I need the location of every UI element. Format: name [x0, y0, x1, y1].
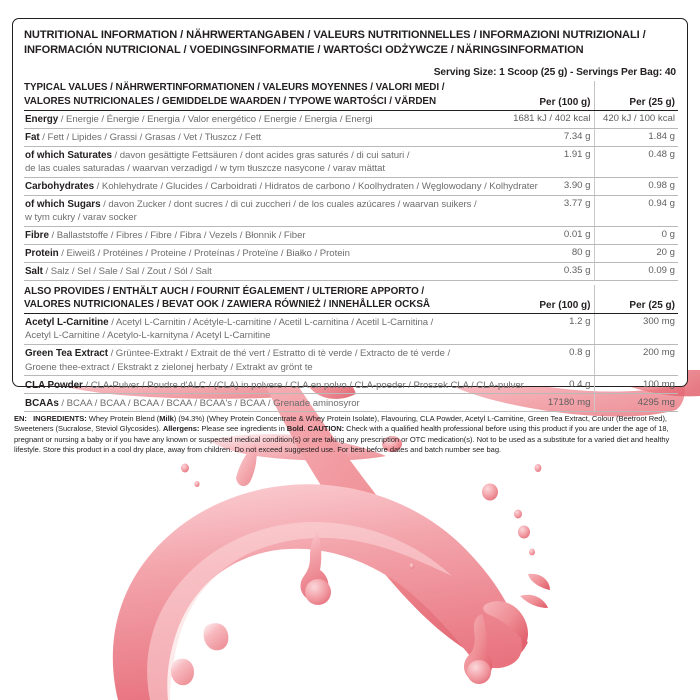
nutrient-name-translations: / Energie / Énergie / Energia / Valor energético / Energie / Energia / Energi: [58, 113, 373, 125]
typical-values-col-per25: Per (25 g): [594, 81, 678, 110]
nutrient-per-25g: 0.94 g: [594, 195, 678, 226]
nutrient-name-translations: / Acetyl L-Carnitin / Acétyle-L-carnitine / Acetil L-carnitina / Acetil L-Carnitina /: [108, 317, 434, 329]
nutrient-per-100g: 80 g: [498, 244, 594, 262]
nutrient-name-bold: of which Sugars: [25, 198, 101, 210]
nutrient-name: [24, 110, 498, 128]
caution-text: Check with a qualified health professional before using this product if you are under the age of 18, pregnant or nursing a baby or if you have any known or suspected medical condition(s) or are taking any prescription or OTC medication(s). Not to be used as a substitute for a varied diet and healthy lifestyle. Store this product in a cool dry place, away from children. Do not exceed suggested use. For best before dates and batch number see bag.: [14, 424, 670, 454]
nutrient-name: [24, 146, 498, 177]
nutrient-per-25g: 20 g: [594, 244, 678, 262]
nutrient-per-100g: 3.77 g: [498, 195, 594, 226]
nutrient-name-translations: / Kohlehydrate / Glucides / Carboidrati / Hidratos de carbono / Koolhydraten / Węglowodany / Kolhydrater: [94, 180, 538, 192]
table-row: [24, 177, 678, 195]
nutrient-name: [24, 244, 498, 262]
nutrient-name-bold: Fibre: [25, 230, 49, 242]
nutrient-name-translations: / Salz / Sel / Sale / Sal / Zout / Sól / Salt: [42, 266, 212, 278]
table-row: [24, 226, 678, 244]
typical-values-header-row: [24, 81, 678, 110]
nutrient-per-25g: 300 mg: [594, 314, 678, 345]
also-provides-col-per100: Per (100 g): [498, 285, 594, 314]
table-row: [24, 244, 678, 262]
nutrient-name-bold: of which Saturates: [25, 149, 112, 161]
nutrient-per-100g: 3.90 g: [498, 177, 594, 195]
nutrient-name: [24, 226, 498, 244]
nutrient-per-25g: 0.98 g: [594, 177, 678, 195]
nutrient-name-translations-cont: de las cuales saturadas / waarvan verzadigd / w tym tłuszcze nasycone / varav mättat: [25, 162, 385, 174]
nutrient-per-25g: 100 mg: [594, 376, 678, 394]
nutrient-per-100g: 0.8 g: [498, 345, 594, 376]
nutrient-per-25g: 0.09 g: [594, 262, 678, 280]
typical-values-col-per100: Per (100 g): [498, 81, 594, 110]
splash-droplet-2: [194, 481, 199, 487]
ingredients-block: [14, 414, 686, 455]
nutrition-panel: [12, 18, 688, 409]
nutrient-name-translations-cont: w tym cukry / varav socker: [25, 212, 137, 224]
table-row: [24, 195, 678, 226]
also-provides-table: [24, 285, 678, 413]
nutrient-name: [24, 394, 498, 412]
language-code: EN:: [14, 414, 27, 423]
splash-drop-right: [467, 660, 491, 684]
also-provides-col-per25: Per (25 g): [594, 285, 678, 314]
splash-crown-spike-a: [520, 595, 548, 608]
nutrient-name-translations: / CLA-Pulver / Poudre d'ALC / (CLA) in polvere / CLA en polvo / CLA-poeder / Proszek CLA / CLA-pulver: [82, 379, 524, 391]
also-provides-header: [24, 285, 498, 314]
typical-values-header-line-2: VALORES NUTRICIONALES / GEMIDDELDE WAARDEN / TYPOWE WARTOŚCI / VÄRDEN: [24, 96, 437, 107]
splash-droplet-8: [410, 563, 415, 569]
nutrient-name-bold: Fat: [25, 131, 40, 143]
splash-drop-under-wave: [305, 579, 331, 605]
also-provides-header-line-2: VALORES NUTRICIONALES / BEVAT OOK / ZAWIERA RÓWNIEŻ / INNEHÅLLER OCKSÅ: [24, 299, 430, 311]
allergens-text-part-2: .: [303, 424, 308, 434]
splash-droplet-7: [529, 549, 535, 556]
splash-droplet-3: [535, 464, 542, 472]
splash-droplet-4: [482, 484, 498, 501]
allergens-label: Allergens:: [162, 424, 200, 434]
table-row: [24, 314, 678, 345]
nutrient-name: [24, 345, 498, 376]
nutrient-per-100g: 1.2 g: [498, 314, 594, 345]
table-row: [24, 345, 678, 376]
also-provides-header-line-1: ALSO PROVIDES / ENTHÄLT AUCH / FOURNIT ÉGALEMENT / ULTERIORE APPORTO /: [24, 285, 425, 297]
nutrient-name-translations: / Eiweiß / Protéines / Proteine / Proteínas / Proteïne / Białko / Protein: [58, 248, 350, 260]
splash-droplet-5: [514, 510, 522, 519]
also-provides-header-row: [24, 285, 678, 314]
typical-values-header-line-1: TYPICAL VALUES / NÄHRWERTINFORMATIONEN / VALEURS MOYENNES / VALORI MEDI /: [24, 82, 445, 94]
splash-droplet-1: [181, 464, 189, 473]
nutrient-name-bold: Protein: [25, 248, 59, 260]
nutrient-per-25g: 4295 mg: [594, 394, 678, 412]
typical-values-table: [24, 81, 678, 280]
nutrient-per-25g: 1.84 g: [594, 128, 678, 146]
nutrient-name-translations-cont: Acetyl L-Carnitine / Acetylo-L-karnityna / Acetyl L-Carnitine: [25, 330, 271, 342]
splash-crown-spike-b: [528, 574, 550, 590]
nutrient-name: [24, 376, 524, 394]
nutrient-name: [24, 128, 498, 146]
nutrient-per-25g: 200 mg: [594, 345, 678, 376]
nutrient-per-25g: 0.48 g: [594, 146, 678, 177]
caution-label: CAUTION:: [307, 424, 345, 434]
allergens-bold-word: Bold: [286, 424, 304, 434]
splash-tip-c: [171, 659, 194, 686]
nutrient-name-bold: BCAAs: [25, 397, 59, 409]
nutrient-name: [24, 177, 538, 195]
splash-droplet-6: [518, 526, 530, 539]
table-row: [24, 146, 678, 177]
ingredients-text-part-2: ) (94.3%) (Whey Protein Concentrate & Whey Protein Isolate), Flavouring, CLA Powder, Acetyl L-Carnitine, Green Tea Extract, Colour (Beetroot Red), Sweeteners (Sucralose, Steviol Glycosides).: [14, 414, 667, 434]
serving-info: Serving Size: 1 Scoop (25 g) - Servings Per Bag: 40: [433, 67, 676, 79]
table-row: [24, 128, 678, 146]
nutrient-name: [24, 195, 498, 226]
nutrient-per-25g: 0 g: [594, 226, 678, 244]
nutrient-name-translations: / Grüntee-Extrakt / Extrait de thé vert / Estratto di tè verde / Extracto de té verde /: [107, 348, 451, 360]
nutrient-per-100g: 1681 kJ / 402 kcal: [498, 110, 594, 128]
nutrient-per-25g: 420 kJ / 100 kcal: [594, 110, 678, 128]
typical-values-header: [24, 81, 498, 110]
nutrient-name-bold: Salt: [25, 266, 43, 278]
nutrient-per-100g: 17180 mg: [498, 394, 594, 412]
table-row: [24, 262, 678, 280]
nutrient-per-100g: 1.91 g: [498, 146, 594, 177]
table-row: [24, 376, 678, 394]
nutrition-header-line-1: NUTRITIONAL INFORMATION / NÄHRWERTANGABEN / VALEURS NUTRITIONNELLES / INFORMAZIONI NUTRIZIONALI /: [24, 29, 646, 41]
nutrient-name-bold: CLA Powder: [25, 379, 83, 391]
nutrient-per-100g: 0.01 g: [498, 226, 594, 244]
nutrient-per-100g: 0.35 g: [498, 262, 594, 280]
table-row: [24, 394, 678, 412]
nutrient-name-translations-cont: Groene thee-extract / Ekstrakt z zielonej herbaty / Extrakt av grönt te: [25, 361, 313, 373]
nutrient-name-bold: Green Tea Extract: [25, 348, 108, 360]
ingredients-label: INGREDIENTS:: [33, 414, 87, 423]
nutrient-name-translations: / BCAA / BCAA / BCAA / BCAA / BCAA's / BCAA / Grenade aminosyror: [58, 397, 360, 409]
nutrient-name-bold: Energy: [25, 113, 59, 125]
nutrient-per-100g: 0.4 g: [498, 376, 594, 394]
nutrient-name-translations: / davon gesättigte Fettsäuren / dont acides gras saturés / di cui saturi /: [111, 149, 410, 161]
nutrient-per-100g: 7.34 g: [498, 128, 594, 146]
nutrient-name-translations: / davon Zucker / dont sucres / di cui zuccheri / de los cuales azúcares / waarvan suikers /: [100, 198, 477, 210]
ingredients-text-part-1: Whey Protein Blend (: [88, 414, 160, 423]
nutrition-header-line-2: INFORMACIÓN NUTRICIONAL / VOEDINGSINFORMATIE / WARTOŚCI ODŻYWCZE / NÄRINGSINFORMATION: [24, 44, 584, 57]
nutrient-name: [24, 262, 498, 280]
milk-allergen: Milk: [159, 414, 174, 423]
nutrient-name-bold: Acetyl L-Carnitine: [25, 317, 109, 329]
nutrient-name: [24, 314, 498, 345]
allergens-text-part-1: Please see ingredients in: [199, 424, 287, 434]
table-row: [24, 110, 678, 128]
nutrient-name-translations: / Fett / Lipides / Grassi / Grasas / Vet / Tłuszcz / Fett: [39, 131, 262, 143]
nutrient-name-bold: Carbohydrates: [25, 180, 95, 192]
nutrient-name-translations: / Ballaststoffe / Fibres / Fibre / Fibra / Vezels / Błonnik / Fiber: [48, 230, 306, 242]
panel-header: [24, 28, 676, 58]
splash-tip-b: [204, 623, 229, 650]
